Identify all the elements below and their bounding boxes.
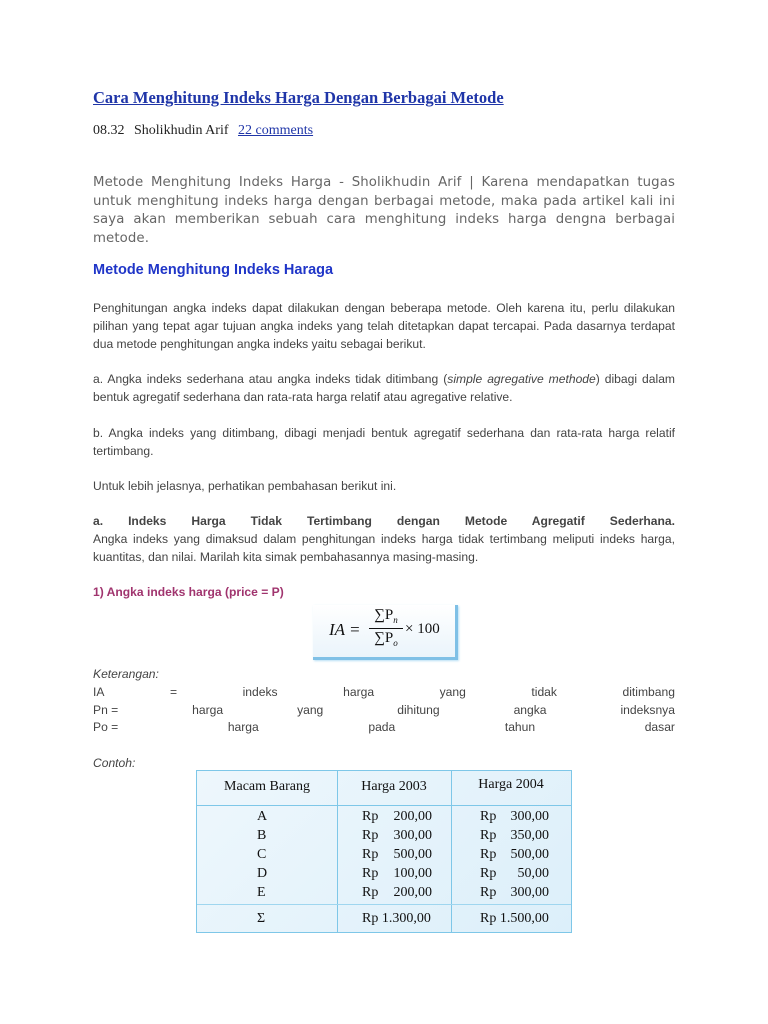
- column-divider: [337, 771, 338, 932]
- header-2003: Harga 2003: [361, 779, 427, 794]
- price-table: Macam Barang Harga 2003 Harga 2004 A Rp 200,00 Rp 300,00 B Rp 300,00 Rp 350,00 C Rp 500,00 Rp 500,00 D Rp 100,00 Rp 50,00 E Rp 200,00 Rp 300,00 Σ Rp 1.300,00 Rp 1.500,00: [196, 770, 572, 933]
- price-index-heading: 1) Angka indeks harga (price = P): [93, 585, 284, 599]
- paragraph-note: Untuk lebih jelasnya, perhatikan pembahasan berikut ini.: [93, 479, 397, 493]
- formula-multiplier: × 100: [405, 621, 440, 637]
- header-item: Macam Barang: [224, 779, 310, 794]
- price-index-formula: [313, 605, 458, 660]
- formula-fraction: [369, 607, 403, 650]
- column-divider: [451, 771, 452, 932]
- formula-numerator: $\sum P_n$: [374, 607, 398, 625]
- method-a-text-2: ) dibagi dalam bentuk agregatif sederhana dan rata-rata harga relatif atau agregative relative.: [93, 372, 675, 404]
- paragraph-method-a: [93, 370, 675, 406]
- paragraph-methods: Penghitungan angka indeks dapat dilakukan dengan beberapa metode. Oleh karena itu, perlu dilakukan pilihan yang tepat agar tujuan angka indeks yang telah ditetapkan dapat tercapai. Pada dasarnya terdapat dua metode penghitungan angka indeks yaitu sebagai berikut.: [93, 301, 675, 351]
- paragraph-method-b: b. Angka indeks yang ditimbang, dibagi menjadi bentuk agregatif sederhana dan rata-rata harga relatif tertimbang.: [93, 426, 675, 458]
- header-2004: Harga 2004: [478, 777, 544, 792]
- unweighted-text: Angka indeks yang dimaksud dalam penghitungan indeks harga tidak tertimbang meliputi indeks harga, kuantitas, dan nilai. Marilah kita simak pembahasannya masing-masing.: [93, 532, 675, 564]
- sum-divider: [197, 904, 571, 905]
- legend-row-ia: IA = indeks harga yang tidak ditimbang: [93, 685, 675, 699]
- formula-denominator: $\sum P_o$: [374, 630, 398, 648]
- keterangan-label: Keterangan:: [93, 667, 159, 681]
- paragraph-unweighted: [93, 512, 675, 566]
- sum-2004: Rp 1.500,00: [480, 911, 549, 926]
- method-a-text-1: a. Angka indeks sederhana atau angka indeks tidak ditimbang (: [93, 372, 448, 386]
- post-time: 08.32: [93, 123, 125, 138]
- contoh-label: Contoh:: [93, 756, 136, 770]
- formula-lhs: IA =: [329, 620, 361, 639]
- post-meta: [93, 123, 313, 139]
- article-title[interactable]: Cara Menghitung Indeks Harga Dengan Berbagai Metode: [93, 88, 504, 107]
- unweighted-heading: a. Indeks Harga Tidak Tertimbang dengan Metode Agregatif Sederhana.: [93, 514, 675, 528]
- comments-link[interactable]: 22 comments: [238, 123, 314, 138]
- fraction-bar: [369, 628, 403, 629]
- post-author: Sholikhudin Arif: [134, 123, 229, 138]
- legend-row-po: Po = harga pada tahun dasar: [93, 720, 675, 734]
- method-a-emphasis: simple agregative methode: [447, 372, 596, 386]
- sum-2003: Rp 1.300,00: [362, 911, 431, 926]
- sum-symbol: Σ: [257, 911, 266, 926]
- legend-row-pn: Pn = harga yang dihitung angka indeksnya: [93, 703, 675, 717]
- section-heading: Metode Menghitung Indeks Haraga: [93, 262, 334, 278]
- intro-paragraph: Metode Menghitung Indeks Harga - Sholikhudin Arif | Karena mendapatkan tugas untuk menghitung indeks harga dengan berbagai metode, maka pada artikel kali ini saya akan memberikan sebuah cara menghitung indeks harga dengna berbagai metode.: [93, 175, 675, 246]
